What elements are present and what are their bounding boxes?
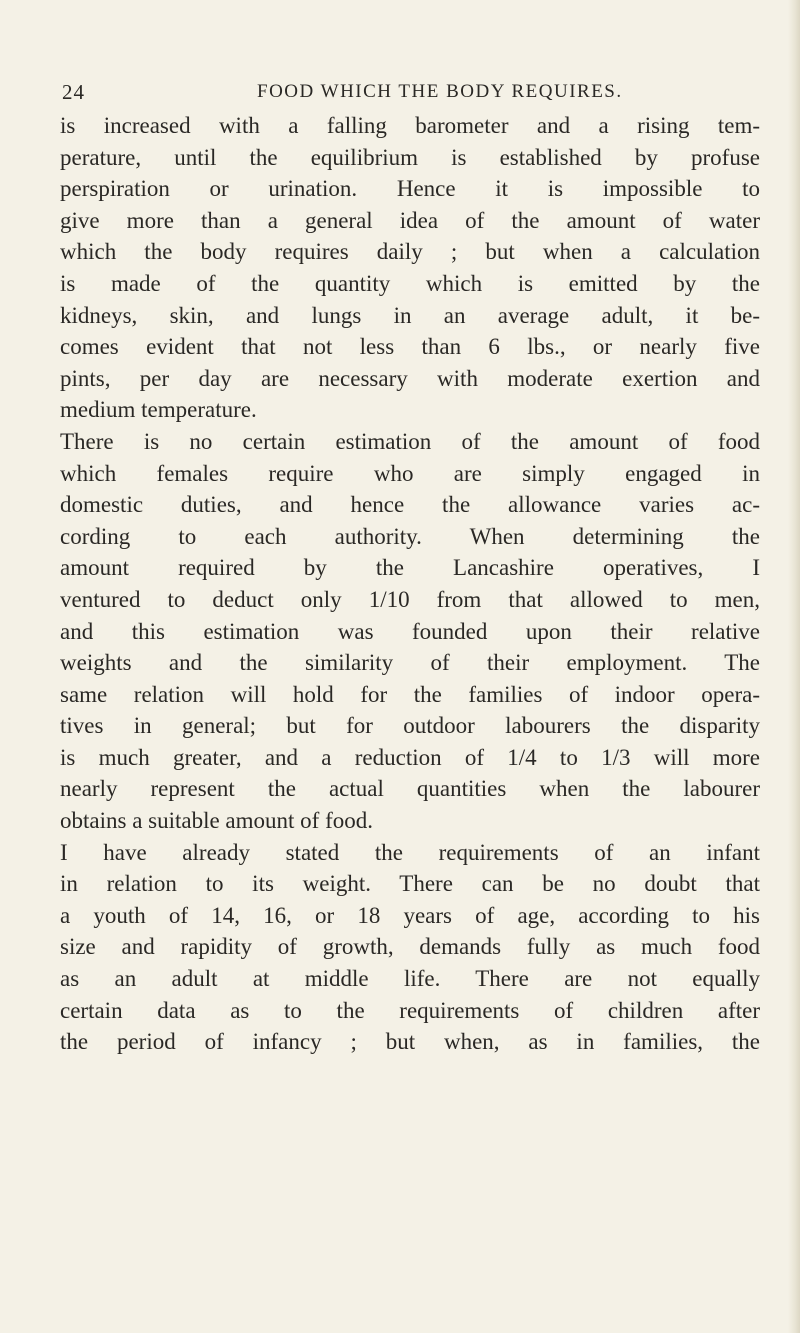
text-line: in relation to its weight. There can be no doubt that	[60, 871, 760, 897]
text-line: the period of infancy ; but when, as in families, the	[60, 1029, 760, 1055]
text-line: domestic duties, and hence the allowance varies ac-	[60, 492, 760, 518]
page-header	[62, 80, 752, 110]
page-number: 24	[62, 80, 85, 104]
running-head: FOOD WHICH THE BODY REQUIRES.	[257, 81, 623, 102]
text-line: obtains a suitable amount of food.	[60, 808, 373, 834]
paragraph-3	[60, 837, 760, 1058]
text-line: perspiration or urination. Hence it is impossible to	[60, 176, 760, 202]
text-line: ventured to deduct only 1/10 from that allowed to men,	[60, 586, 760, 612]
text-line: cording to each authority. When determining the	[60, 523, 760, 549]
text-line: same relation will hold for the families of indoor opera-	[60, 681, 760, 707]
paragraph-2	[60, 426, 760, 837]
text-line: There is no certain estimation of the amount of food	[60, 428, 760, 454]
text-line: size and rapidity of growth, demands fully as much food	[60, 934, 760, 960]
text-line: tives in general; but for outdoor labourers the disparity	[60, 713, 760, 739]
text-line: as an adult at middle life. There are not equally	[60, 966, 760, 992]
text-line: nearly represent the actual quantities when the labourer	[60, 776, 760, 802]
text-line: which females require who are simply engaged in	[60, 460, 760, 486]
text-line: is made of the quantity which is emitted by the	[60, 270, 760, 296]
page-edge-shadow	[788, 0, 800, 1333]
text-line: weights and the similarity of their employment. The	[60, 650, 760, 676]
text-line: comes evident that not less than 6 lbs., or nearly five	[60, 334, 760, 360]
body-text	[60, 110, 760, 1058]
paragraph-1	[60, 110, 760, 426]
text-line: and this estimation was founded upon their relative	[60, 618, 760, 644]
text-line: I have already stated the requirements of an infant	[60, 839, 760, 865]
text-line: is much greater, and a reduction of 1/4 to 1/3 will more	[60, 744, 760, 770]
text-line: give more than a general idea of the amount of water	[60, 207, 760, 233]
text-line: pints, per day are necessary with moderate exertion and	[60, 365, 760, 391]
text-line: certain data as to the requirements of children after	[60, 997, 760, 1023]
text-line: a youth of 14, 16, or 18 years of age, according to his	[60, 902, 760, 928]
text-line: which the body requires daily ; but when a calculation	[60, 239, 760, 265]
text-line: is increased with a falling barometer and a rising tem-	[60, 113, 760, 138]
text-line: medium temperature.	[60, 397, 257, 423]
text-line: kidneys, skin, and lungs in an average adult, it be-	[60, 302, 760, 328]
text-line: perature, until the equilibrium is established by profuse	[60, 144, 760, 170]
text-line: amount required by the Lancashire operatives, I	[60, 555, 760, 581]
